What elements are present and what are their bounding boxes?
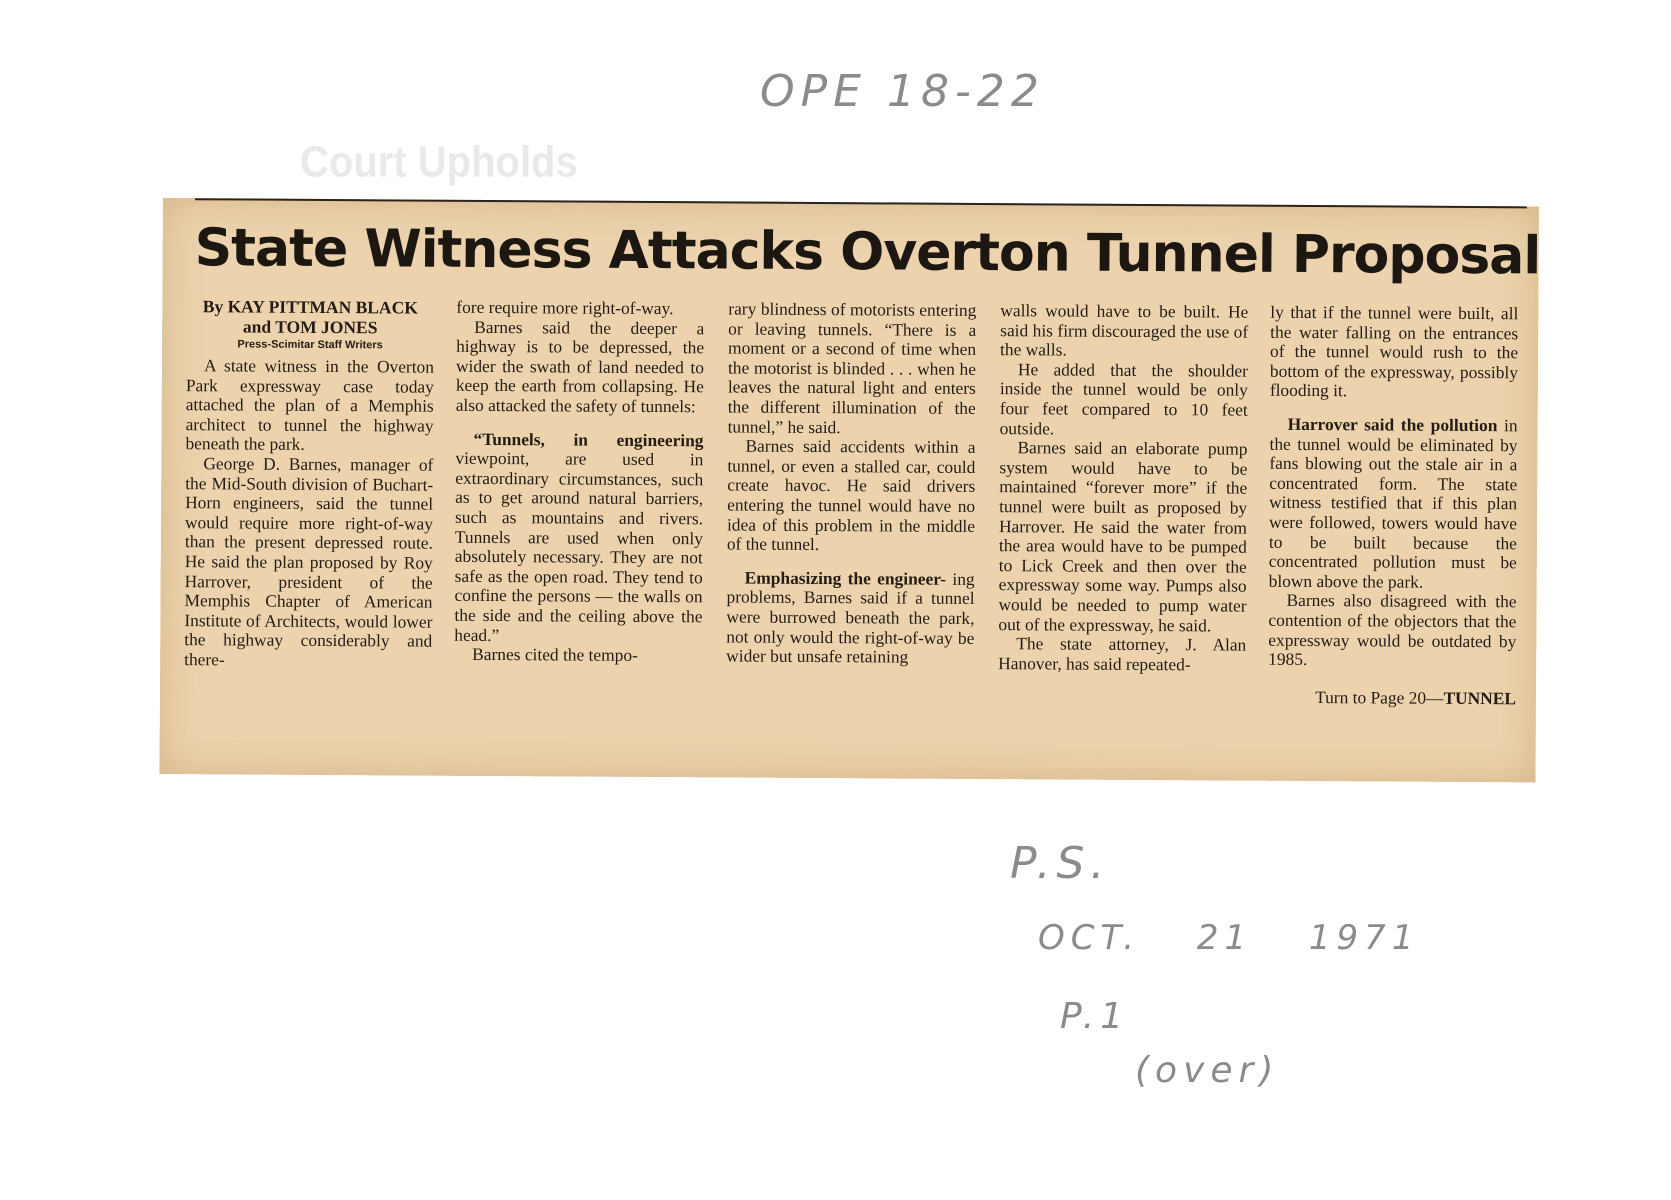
paragraph-text: in the tunnel would be eliminated by fans blowing out the stale air in a concentrated form. The state witness testified that if this plan were followed, towers would have to be built because the concentrated pollution must be blown above the park.	[1268, 415, 1518, 592]
paragraph: Barnes said the deeper a highway is to be depressed, the wider the swath of land needed to keep the earth from collapsing. He also attacked the safety of tunnels:	[455, 316, 705, 417]
article-column-5	[1268, 303, 1518, 709]
paragraph	[1269, 415, 1518, 593]
article-column-3	[726, 299, 976, 667]
paragraph	[454, 429, 703, 646]
paragraph: Barnes said accidents within a tunnel, or even a stalled car, could create havoc. He said drivers entering the tunnel would have no idea of this problem in the middle of the tunnel.	[726, 435, 976, 555]
subhead: “Tunnels, in engineering	[473, 428, 704, 450]
paragraph: Barnes also disagreed with the contention of the objectors that the expressway would be outdated by 1985.	[1268, 590, 1517, 670]
show-through-text: Court Upholds	[300, 137, 578, 187]
continuation-keyword: TUNNEL	[1443, 687, 1517, 708]
article-column-4	[998, 301, 1248, 675]
top-rule	[195, 198, 1527, 208]
newspaper-clipping	[159, 198, 1541, 782]
paragraph: He added that the shoulder inside the tunnel would be only four feet compared to 10 feet outside.	[999, 359, 1249, 439]
paragraph: ly that if the tunnel were built, all the water falling on the entrances of the tunnel would rush to the bottom of the expressway, possibly flooding it.	[1269, 301, 1519, 401]
paragraph: A state witness in the Overton Park expressway case today attached the plan of a Memphis architect to tunnel the highway beneath the park.	[185, 355, 435, 455]
article-column-2	[454, 298, 704, 666]
paragraph: Barnes said an elaborate pump system would have to be maintained “forever more” if the tunnel were built as proposed by Harrover. He said the water from the area would have to be pumped to Lick Creek and then over the expressway some way. Pumps also would be needed to pump water out of the expressway, he said.	[998, 437, 1248, 635]
continuation-line	[1268, 687, 1516, 708]
paragraph: Barnes cited the tempo-	[472, 643, 638, 666]
continuation-prefix: Turn to Page 20—	[1315, 686, 1444, 708]
handwritten-date: OCT. 21 1971	[1038, 918, 1420, 958]
byline-line-2: and TOM JONES	[242, 316, 378, 338]
handwritten-reference-code: OPE 18-22	[760, 66, 1045, 117]
handwritten-paper-name: P.S.	[1010, 838, 1111, 889]
paragraph: George D. Barnes, manager of the Mid-South division of Buchart-Horn engineers, said the tunnel would require more right-of-way than the present depressed route. He said the plan proposed by Roy Harrover, president of the Memphis Chapter of American Institute of Architects, would lower the highway considerably and there-	[184, 453, 434, 670]
paragraph: fore require more right-of-way.	[456, 296, 674, 319]
byline-line-1: By KAY PITTMAN BLACK	[202, 296, 418, 318]
subhead: Emphasizing the engineer-	[744, 567, 947, 589]
subhead: Harrover said the pollution	[1287, 413, 1498, 436]
paragraph: The state attorney, J. Alan Hanover, has said repeated-	[998, 633, 1247, 674]
article-headline: State Witness Attacks Overton Tunnel Proposal	[194, 218, 1541, 287]
staff-credit: Press-Scimitar Staff Writers	[237, 338, 383, 352]
paragraph-text: viewpoint, are used in extraordinary circumstances, such as to get around natural barriers, such as mountains and rivers. Tunnels are used when only absolutely necessary. They are not safe as the open road. They tend to confine the persons — the walls on the side and the ceiling above the head.”	[454, 447, 704, 645]
paragraph	[726, 568, 975, 667]
handwritten-over-note: (over)	[1135, 1050, 1280, 1091]
paragraph: walls would have to be built. He said his firm discouraged the use of the walls.	[1000, 300, 1249, 360]
handwritten-page-number: P.1	[1060, 996, 1130, 1037]
paragraph: rary blindness of motorists entering or leaving tunnels. “There is a moment or a second of time when the motorist is blinded . . . when he leaves the natural light and enters the different illumination of the tunnel,” he said.	[727, 298, 977, 437]
article-column-1	[184, 296, 434, 671]
paragraph-text: ing problems, Barnes said if a tunnel were burrowed beneath the park, not only would the right-of-way be wider but unsafe retaining	[726, 568, 975, 667]
